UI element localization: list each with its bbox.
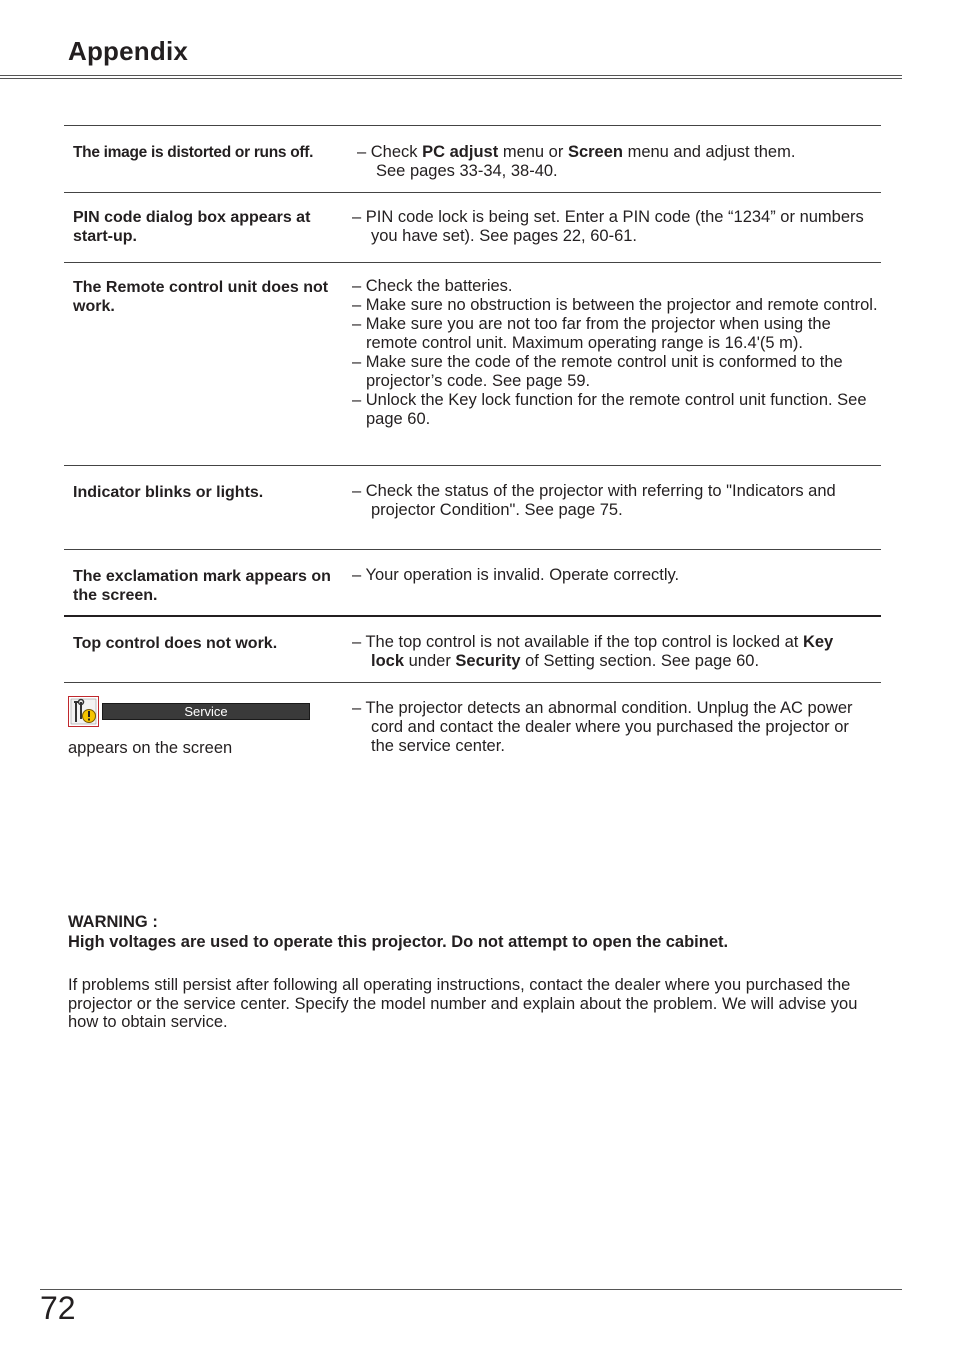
row-divider	[64, 262, 881, 263]
service-note: If problems still persist after following all operating instructions, contact the dealer where you purchased the projector or the service center. Specify the model number and explain about the problem. We will advise you how to obtain service.	[68, 976, 858, 1031]
warning-heading: WARNING :	[68, 913, 158, 931]
table-top-border	[64, 125, 881, 126]
remedy-text: – The projector detects an abnormal condition. Unplug the AC power cord and contact the dealer where you purchased the projector or the service center.	[352, 699, 853, 755]
wrench-warning-icon	[68, 696, 99, 727]
footer-rule	[40, 1289, 902, 1290]
row-divider	[64, 549, 881, 550]
problem-text: Indicator blinks or lights.	[73, 484, 264, 501]
problem-text: The image is distorted or runs off.	[73, 144, 314, 161]
problem-text: The exclamation mark appears on the screen.	[73, 568, 331, 604]
header-rule	[0, 75, 902, 76]
remedy-text: – Check PC adjust menu or Screen menu and adjust them. See pages 33-34, 38-40.	[357, 143, 796, 180]
remedy-text: – Check the status of the projector with referring to "Indicators and projector Condition". See page 75.	[352, 482, 836, 519]
row-divider	[64, 682, 881, 683]
warning-text: High voltages are used to operate this projector. Do not attempt to open the cabinet.	[68, 933, 729, 951]
row-divider	[64, 465, 881, 466]
problem-text: Top control does not work.	[73, 635, 278, 652]
remedy-text: – Your operation is invalid. Operate correctly.	[352, 566, 680, 584]
remedy-text: – The top control is not available if the top control is locked at Key lock under Security of Setting section. See page 60.	[352, 633, 834, 670]
remedy-list: – Check the batteries. – Make sure no obstruction is between the projector and remote control. – Make sure you are not too far from the projector when using the remote control unit. Maximum operating range is 16.4'(5 m). – Make sure the code of the remote control unit is conformed to the projector’s code. See page 59. – Unlock the Key lock function for the remote control unit function. See page 60.	[352, 277, 878, 428]
problem-text: The Remote control unit does not work.	[73, 279, 329, 315]
header-rule-double	[0, 78, 902, 79]
service-message-bar: Service	[102, 703, 310, 720]
problem-text: PIN code dialog box appears at start-up.	[73, 209, 311, 245]
warning-block	[68, 912, 728, 952]
row-divider	[64, 615, 881, 617]
remedy-text: – PIN code lock is being set. Enter a PIN code (the “1234” or numbers you have set). See pages 22, 60-61.	[352, 208, 864, 245]
page-number: 72	[40, 1290, 76, 1326]
row-divider	[64, 192, 881, 193]
page-title: Appendix	[68, 36, 189, 66]
problem-text: appears on the screen	[68, 739, 233, 757]
